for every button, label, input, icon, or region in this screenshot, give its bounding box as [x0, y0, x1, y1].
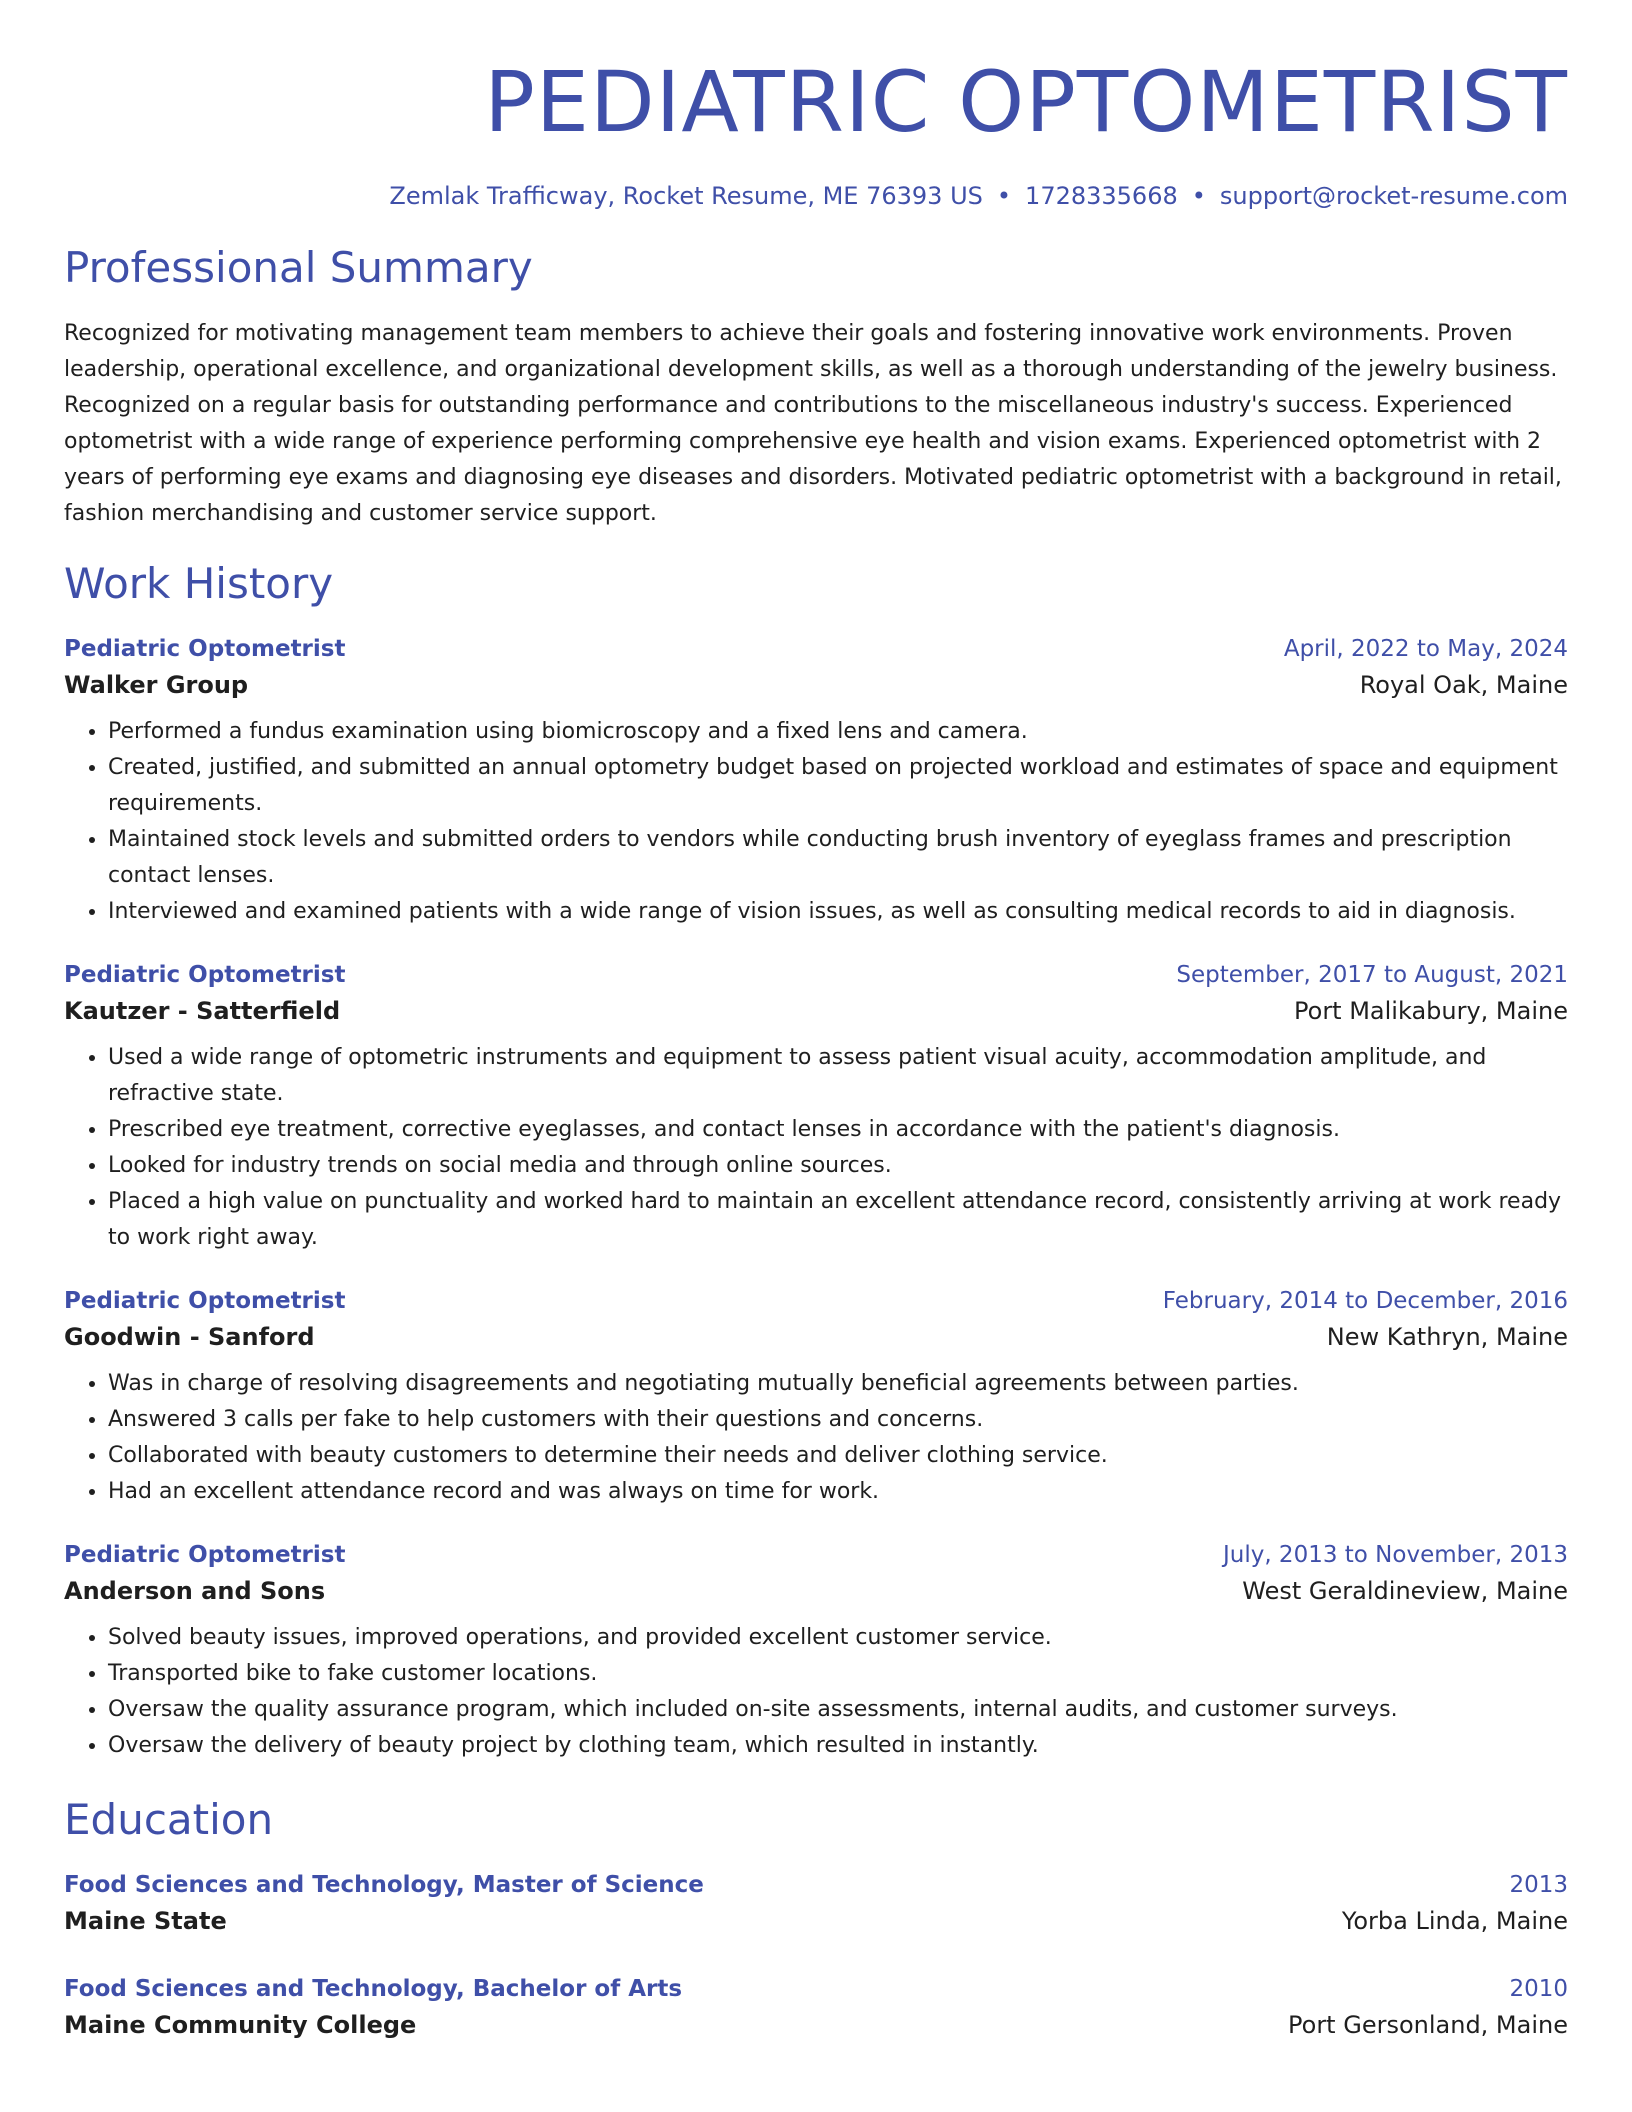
- summary-text: Recognized for motivating management team members to achieve their goals and fostering innovative work environments. Proven leadership, operational excellence, and organizational development skills, as well as a thorough understanding of the jewelry business. Recognized on a regular basis for outstanding performance and contributions to the miscellaneous industry's success. Experienced optometrist with a wide range of experience performing comprehensive eye health and vision exams. Experienced optometrist with 2 years of performing eye exams and diagnosing eye diseases and disorders. Motivated pediatric optometrist with a background in retail, fashion merchandising and customer service support.: [64, 321, 1562, 526]
- contact-separator: •: [1191, 182, 1206, 210]
- job-bullets: [64, 1620, 1568, 1764]
- job-bullet: • Transported bike to fake customer locations.: [108, 1656, 1568, 1692]
- education-header-row: [64, 1972, 1568, 2006]
- job-company: Anderson and Sons: [64, 1577, 326, 1605]
- education-school-row: [64, 1902, 1568, 1940]
- job-company: Walker Group: [64, 671, 249, 699]
- job-role: Pediatric Optometrist: [64, 636, 346, 662]
- job-dates: February, 2014 to December, 2016: [1162, 1288, 1568, 1314]
- job-bullet: • Interviewed and examined patients with a wide range of vision issues, as well as consulting medical records to aid in diagnosis.: [108, 894, 1568, 930]
- contact-email[interactable]: support@rocket-resume.com: [1219, 182, 1568, 210]
- job-company-row: [64, 1572, 1568, 1610]
- job-company-row: [64, 666, 1568, 704]
- contact-address: Zemlak Trafficway, Rocket Resume, ME 76393 US: [389, 182, 983, 210]
- education-list: [64, 1868, 1568, 2044]
- job-role: Pediatric Optometrist: [64, 1288, 346, 1314]
- job-bullet: • Was in charge of resolving disagreements and negotiating mutually beneficial agreements between parties.: [108, 1366, 1568, 1402]
- job-bullet: • Looked for industry trends on social media and through online sources.: [108, 1148, 1568, 1184]
- job-header-row: [64, 632, 1568, 666]
- job-bullet: • Placed a high value on punctuality and worked hard to maintain an excellent attendance record, consistently arriving at work ready to work right away.: [108, 1184, 1568, 1256]
- job-role: Pediatric Optometrist: [64, 1542, 346, 1568]
- job-company: Goodwin - Sanford: [64, 1323, 315, 1351]
- job-entry: [64, 1538, 1568, 1764]
- job-entry: [64, 632, 1568, 930]
- job-bullet: • Created, justified, and submitted an annual optometry budget based on projected workload and estimates of space and equipment requirements.: [108, 750, 1568, 822]
- job-bullet: • Used a wide range of optometric instruments and equipment to assess patient visual acuity, accommodation amplitude, and refractive state.: [108, 1040, 1568, 1112]
- contact-separator: •: [996, 182, 1012, 210]
- work-history-list: [64, 632, 1568, 1764]
- job-bullet: • Performed a fundus examination using biomicroscopy and a fixed lens and camera.: [108, 714, 1568, 750]
- education-school-row: [64, 2006, 1568, 2044]
- job-company-row: [64, 1318, 1568, 1356]
- job-bullets: [64, 714, 1568, 930]
- job-bullet: • Prescribed eye treatment, corrective eyeglasses, and contact lenses in accordance with the patient's diagnosis.: [108, 1112, 1568, 1148]
- job-company: Kautzer - Satterfield: [64, 997, 341, 1025]
- job-bullets: [64, 1366, 1568, 1510]
- job-entry: [64, 958, 1568, 1256]
- job-dates: April, 2022 to May, 2024: [1283, 636, 1568, 662]
- job-header-row: [64, 1284, 1568, 1318]
- job-bullet: • Oversaw the delivery of beauty project by clothing team, which resulted in instantly.: [108, 1728, 1568, 1764]
- education-year: 2013: [1509, 1872, 1568, 1898]
- job-location: Royal Oak, Maine: [1359, 671, 1568, 699]
- job-bullet: • Oversaw the quality assurance program, which included on-site assessments, internal audits, and customer surveys.: [108, 1692, 1568, 1728]
- job-dates: September, 2017 to August, 2021: [1176, 962, 1568, 988]
- education-entry: [64, 1868, 1568, 1940]
- job-company-row: [64, 992, 1568, 1030]
- job-bullet: • Collaborated with beauty customers to determine their needs and deliver clothing service.: [108, 1438, 1568, 1474]
- education-entry: [64, 1972, 1568, 2044]
- contact-phone: 1728335668: [1025, 182, 1178, 210]
- job-role: Pediatric Optometrist: [64, 962, 346, 988]
- work-history-heading: Work History: [64, 559, 334, 608]
- job-location: New Kathryn, Maine: [1326, 1323, 1568, 1351]
- job-header-row: [64, 1538, 1568, 1572]
- job-bullet: • Solved beauty issues, improved operations, and provided excellent customer service.: [108, 1620, 1568, 1656]
- education-location: Port Gersonland, Maine: [1288, 2011, 1568, 2039]
- education-heading: Education: [64, 1795, 274, 1844]
- summary-heading: Professional Summary: [64, 243, 533, 292]
- education-header-row: [64, 1868, 1568, 1902]
- resume-title: PEDIATRIC OPTOMETRIST: [484, 53, 1568, 151]
- education-location: Yorba Linda, Maine: [1341, 1907, 1568, 1935]
- job-dates: July, 2013 to November, 2013: [1222, 1542, 1568, 1568]
- job-bullets: [64, 1040, 1568, 1256]
- contact-line: [64, 180, 1568, 212]
- job-location: Port Malikabury, Maine: [1294, 997, 1568, 1025]
- education-degree: Food Sciences and Technology, Master of Science: [64, 1872, 704, 1898]
- job-entry: [64, 1284, 1568, 1510]
- job-location: West Geraldineview, Maine: [1242, 1577, 1568, 1605]
- job-bullet: • Maintained stock levels and submitted orders to vendors while conducting brush inventory of eyeglass frames and prescription contact lenses.: [108, 822, 1568, 894]
- education-year: 2010: [1509, 1976, 1568, 2002]
- job-bullet: • Had an excellent attendance record and was always on time for work.: [108, 1474, 1568, 1510]
- education-school: Maine Community College: [64, 2011, 417, 2039]
- job-bullet: • Answered 3 calls per fake to help customers with their questions and concerns.: [108, 1402, 1568, 1438]
- job-header-row: [64, 958, 1568, 992]
- education-degree: Food Sciences and Technology, Bachelor of Arts: [64, 1976, 683, 2002]
- education-school: Maine State: [64, 1907, 227, 1935]
